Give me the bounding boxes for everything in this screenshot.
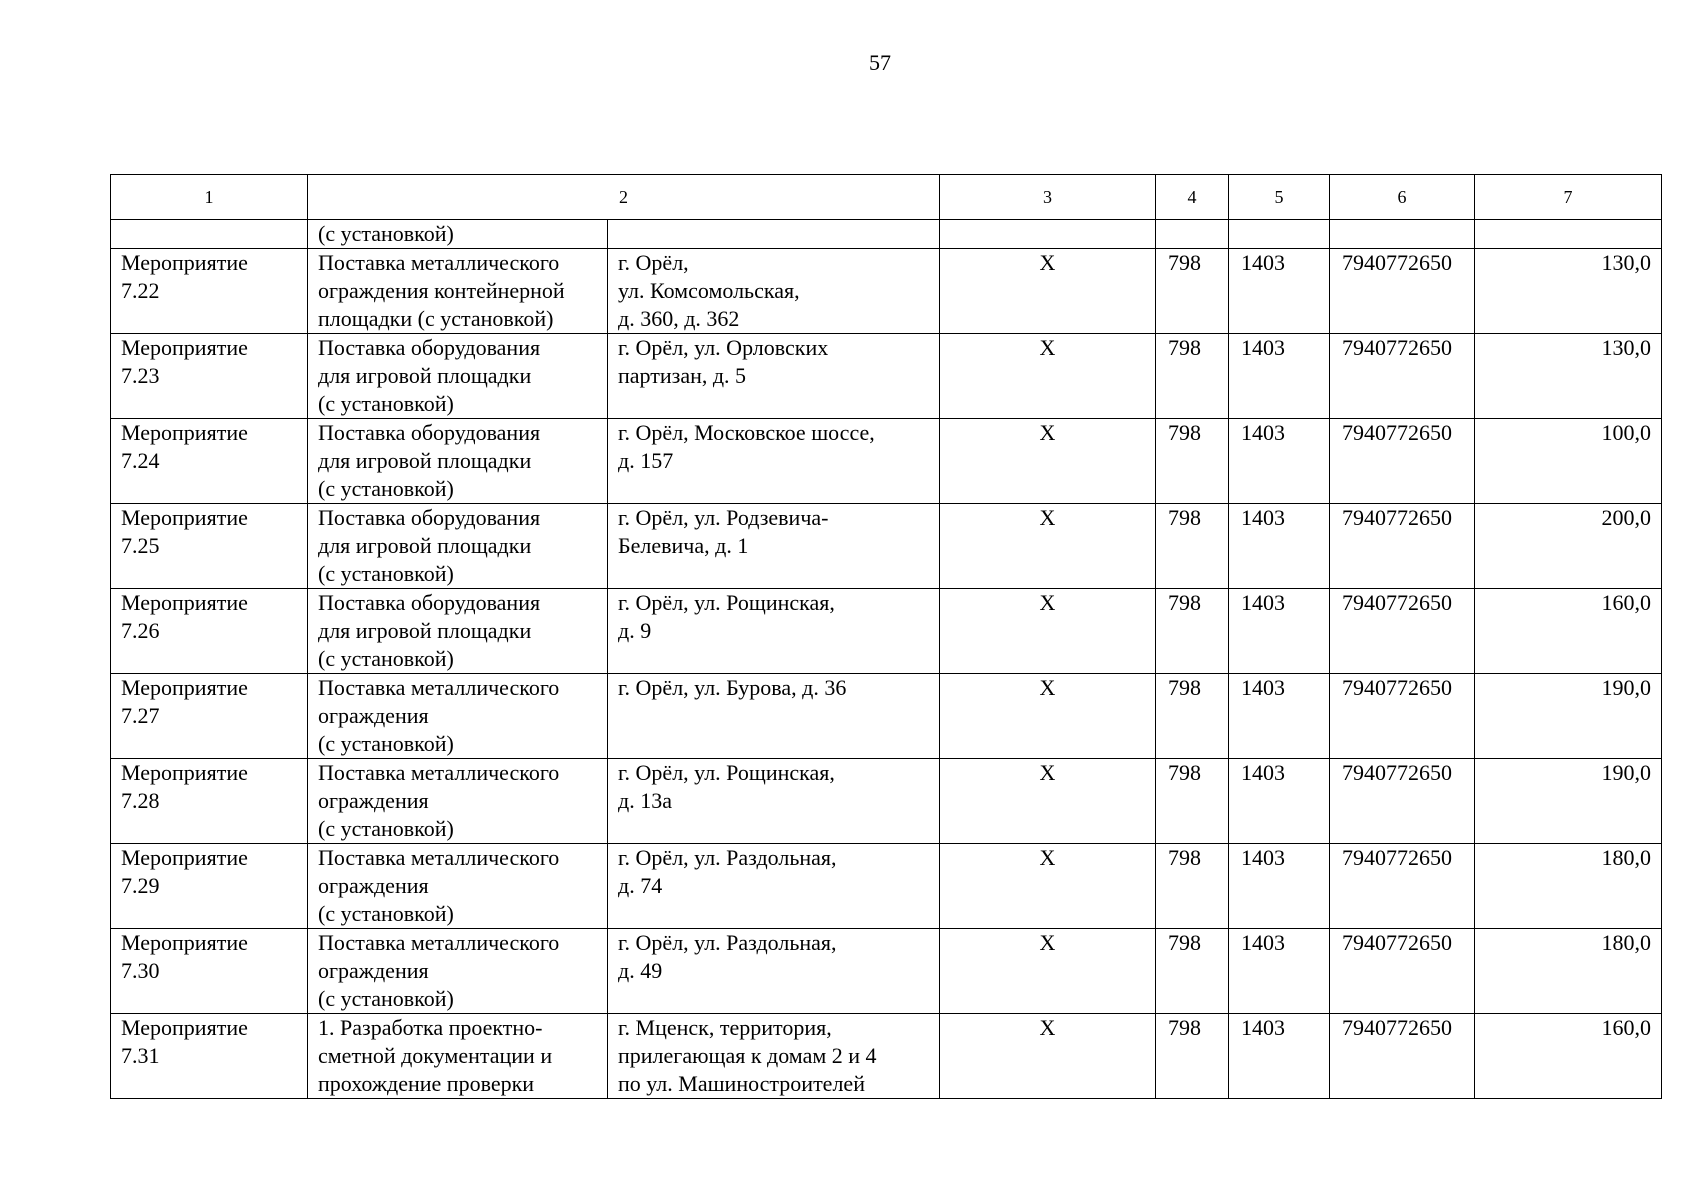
cell-description [308,589,608,674]
cell-description-line: ограждения контейнерной [318,278,565,303]
table-row [111,589,1662,674]
cell-event-line: Мероприятие [121,505,248,530]
cell-description-line: прохождение проверки [318,1071,535,1096]
cell-col5: 1403 [1229,1014,1330,1099]
cell-col7: 160,0 [1475,589,1662,674]
cell-description-line: ограждения [318,873,429,898]
cell-col4: 798 [1156,759,1229,844]
cell-address-line: г. Орёл, [618,250,689,275]
cell-description [308,249,608,334]
cell-col4: 798 [1156,589,1229,674]
cell-address [608,844,940,929]
cell-col3: Х [940,589,1156,674]
cell-col7: 190,0 [1475,759,1662,844]
cell-col3: Х [940,759,1156,844]
cell-event-line: Мероприятие [121,930,248,955]
cell-col3: Х [940,334,1156,419]
cell-col4: 798 [1156,674,1229,759]
cell-event [111,929,308,1014]
table-row [111,759,1662,844]
table-row [111,249,1662,334]
cell-address-line: Белевича, д. 1 [618,533,749,558]
cell-address [608,589,940,674]
cell-address-line: д. 157 [618,448,674,473]
cell-col4: 798 [1156,844,1229,929]
budget-table [110,174,1662,1099]
cell-address [608,249,940,334]
cell-address-line: по ул. Машиностроителей [618,1071,865,1096]
cell-address-line: г. Орёл, ул. Орловских [618,335,829,360]
cell-event-line: 7.27 [121,703,160,728]
header-cell-2: 2 [308,175,940,220]
cell-col6: 7940772650 [1330,589,1475,674]
cell-address-line: г. Орёл, Московское шоссе, [618,420,875,445]
cell-event-line: Мероприятие [121,250,248,275]
cell-col7: 160,0 [1475,1014,1662,1099]
cell-col6: 7940772650 [1330,504,1475,589]
cell-description-line: ограждения [318,958,429,983]
cell-address [608,504,940,589]
cell-description [308,844,608,929]
cell-description [308,1014,608,1099]
cell-description-line: (с установкой) [318,561,454,586]
header-cell-3: 3 [940,175,1156,220]
cell-col7: 130,0 [1475,334,1662,419]
continuation-row [111,220,1662,249]
cell-description-line: для игровой площадки [318,533,532,558]
cell-col3: Х [940,929,1156,1014]
cell-col3: Х [940,1014,1156,1099]
cell-address [608,334,940,419]
table-row [111,844,1662,929]
cell-col7 [1475,220,1662,249]
cell-description-line: Поставка оборудования [318,590,541,615]
cell-address-line: д. 74 [618,873,663,898]
cell-col7: 130,0 [1475,249,1662,334]
header-cell-5: 5 [1229,175,1330,220]
cell-description-line: Поставка металлического [318,930,560,955]
cell-event [111,589,308,674]
cell-address [608,1014,940,1099]
cell-col4: 798 [1156,334,1229,419]
cell-event [111,1014,308,1099]
cell-address [608,759,940,844]
cell-description-line: (с установкой) [318,901,454,926]
cell-description: (с установкой) [308,220,608,249]
cell-address-line: г. Орёл, ул. Родзевича- [618,505,829,530]
cell-description [308,674,608,759]
header-cell-7: 7 [1475,175,1662,220]
cell-description-line: 1. Разработка проектно- [318,1015,543,1040]
cell-col4: 798 [1156,504,1229,589]
cell-event-line: 7.30 [121,958,160,983]
cell-address-line: г. Мценск, территория, [618,1015,832,1040]
cell-col3: Х [940,844,1156,929]
cell-address-line: г. Орёл, ул. Рощинская, [618,590,835,615]
cell-col4 [1156,220,1229,249]
cell-description [308,504,608,589]
cell-event-line: 7.29 [121,873,160,898]
cell-event [111,674,308,759]
cell-event-line: Мероприятие [121,675,248,700]
cell-col3: Х [940,674,1156,759]
cell-description-line: (с установкой) [318,391,454,416]
cell-event-line: 7.22 [121,278,160,303]
table-row [111,419,1662,504]
table-row [111,1014,1662,1099]
cell-address-line: г. Орёл, ул. Раздольная, [618,845,837,870]
cell-event-line: 7.25 [121,533,160,558]
cell-event [111,844,308,929]
cell-col6: 7940772650 [1330,334,1475,419]
header-cell-6: 6 [1330,175,1475,220]
cell-col5: 1403 [1229,419,1330,504]
cell-col5: 1403 [1229,759,1330,844]
header-cell-1: 1 [111,175,308,220]
cell-event-line: 7.26 [121,618,160,643]
cell-event [111,220,308,249]
cell-col6: 7940772650 [1330,249,1475,334]
cell-col4: 798 [1156,249,1229,334]
cell-description-line: площадки (с установкой) [318,306,554,331]
cell-col5: 1403 [1229,334,1330,419]
cell-address [608,419,940,504]
cell-col5: 1403 [1229,504,1330,589]
cell-col6: 7940772650 [1330,929,1475,1014]
cell-event-line: 7.28 [121,788,160,813]
cell-address-line: г. Орёл, ул. Бурова, д. 36 [618,675,847,700]
cell-col6: 7940772650 [1330,674,1475,759]
cell-description-line: Поставка металлического [318,250,560,275]
cell-description-line: сметной документации и [318,1043,553,1068]
cell-col5 [1229,220,1330,249]
cell-event [111,249,308,334]
cell-col7: 200,0 [1475,504,1662,589]
cell-col3: Х [940,419,1156,504]
cell-col6: 7940772650 [1330,844,1475,929]
cell-event-line: Мероприятие [121,335,248,360]
cell-col3: Х [940,249,1156,334]
cell-event-line: Мероприятие [121,845,248,870]
cell-col6: 7940772650 [1330,1014,1475,1099]
cell-address-line: д. 13а [618,788,672,813]
cell-description-line: (с установкой) [318,816,454,841]
table-row [111,674,1662,759]
cell-col5: 1403 [1229,674,1330,759]
cell-col5: 1403 [1229,929,1330,1014]
cell-description-line: для игровой площадки [318,448,532,473]
cell-col4: 798 [1156,929,1229,1014]
cell-description [308,759,608,844]
cell-event-line: 7.23 [121,363,160,388]
cell-description [308,334,608,419]
cell-address-line: прилегающая к домам 2 и 4 [618,1043,877,1068]
cell-description-line: Поставка оборудования [318,335,541,360]
cell-event [111,504,308,589]
cell-event-line: Мероприятие [121,420,248,445]
cell-address-line: д. 360, д. 362 [618,306,740,331]
cell-description-line: ограждения [318,703,429,728]
header-row [111,175,1662,220]
cell-col7: 190,0 [1475,674,1662,759]
cell-description-line: (с установкой) [318,646,454,671]
cell-col5: 1403 [1229,844,1330,929]
cell-address [608,220,940,249]
cell-col5: 1403 [1229,249,1330,334]
cell-col4: 798 [1156,419,1229,504]
cell-description-line: для игровой площадки [318,618,532,643]
cell-description [308,929,608,1014]
cell-event-line: 7.24 [121,448,160,473]
cell-event [111,334,308,419]
cell-col6: 7940772650 [1330,759,1475,844]
cell-event-line: Мероприятие [121,590,248,615]
page-number: 57 [869,50,891,75]
cell-col4: 798 [1156,1014,1229,1099]
cell-col3 [940,220,1156,249]
cell-description-line: (с установкой) [318,476,454,501]
cell-col7: 180,0 [1475,844,1662,929]
cell-address [608,929,940,1014]
cell-description-line: (с установкой) [318,986,454,1011]
cell-description-line: Поставка металлического [318,845,560,870]
cell-col5: 1403 [1229,589,1330,674]
header-cell-4: 4 [1156,175,1229,220]
cell-event [111,419,308,504]
cell-address-line: д. 49 [618,958,663,983]
cell-description-line: для игровой площадки [318,363,532,388]
cell-address-line: г. Орёл, ул. Раздольная, [618,930,837,955]
cell-col6 [1330,220,1475,249]
cell-event-line: Мероприятие [121,1015,248,1040]
cell-description-line: ограждения [318,788,429,813]
cell-description-line: Поставка оборудования [318,505,541,530]
cell-description-line: Поставка металлического [318,675,560,700]
cell-address-line: д. 9 [618,618,652,643]
cell-description-line: Поставка металлического [318,760,560,785]
cell-description [308,419,608,504]
cell-address-line: партизан, д. 5 [618,363,747,388]
cell-address-line: ул. Комсомольская, [618,278,800,303]
cell-event [111,759,308,844]
cell-col3: Х [940,504,1156,589]
cell-address-line: г. Орёл, ул. Рощинская, [618,760,835,785]
cell-col7: 100,0 [1475,419,1662,504]
cell-description-line: (с установкой) [318,731,454,756]
cell-event-line: Мероприятие [121,760,248,785]
cell-col7: 180,0 [1475,929,1662,1014]
table-row [111,504,1662,589]
cell-description-line: Поставка оборудования [318,420,541,445]
table-row [111,334,1662,419]
table-row [111,929,1662,1014]
cell-event-line: 7.31 [121,1043,160,1068]
cell-address [608,674,940,759]
cell-col6: 7940772650 [1330,419,1475,504]
